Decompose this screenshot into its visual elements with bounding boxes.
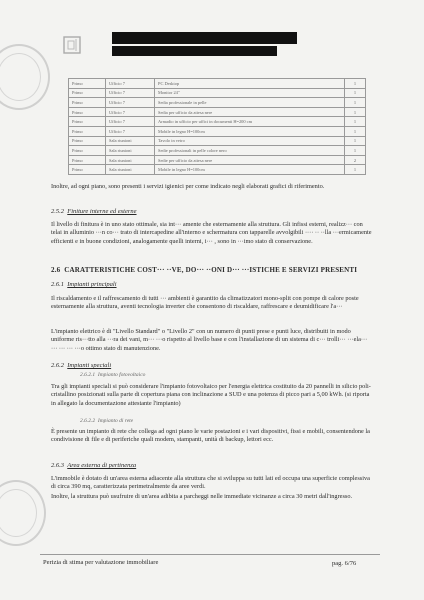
table-cell: Ufficio 7 (106, 126, 155, 136)
table-cell: Primo (69, 79, 106, 89)
table-cell: 1 (345, 136, 366, 146)
table-row (69, 136, 366, 146)
table-row (69, 98, 366, 108)
stamp-seal (0, 480, 46, 546)
table-cell: Primo (69, 88, 106, 98)
furniture-table (68, 78, 366, 175)
paragraph: Tra gli impianti speciali si può considerare l'impianto fotovoltaico per l'energia elettrica costituito da 20 pannelli in silicio poli-cristallino posizionati sulla parte di copertura piana con inclinazione a SUD e una potenza di picco pari a 5,00 kWh. (si riporta in allegato la documentazione attestante l'impianto) (51, 383, 371, 407)
table-cell: Mobile in legno H=100cm (155, 165, 345, 175)
paragraph: Inoltre, la struttura può usufruire di un'area adibita a parcheggi nelle immediate vicinanze a circa 30 metri dall'ingresso. (51, 493, 353, 500)
paragraph: Il riscaldamento e il raffrescamento di tutti ··· ambienti è garantito da climatizzatori mono-split con pompe di calore poste esternamente alla struttura, aventi tecnologia inverter che consentono di riscaldare, raffrescare e deumidificare l'a··· (51, 295, 359, 311)
table-cell: Primo (69, 117, 106, 127)
table-cell: Tavolo in vetro (155, 136, 345, 146)
footer-divider (40, 554, 380, 555)
table-cell: Primo (69, 126, 106, 136)
table-cell: Sedia per ufficio da attesa nere (155, 107, 345, 117)
table-cell: PC Desktop (155, 79, 345, 89)
table-row (69, 146, 366, 156)
table-cell: Sala riunioni (106, 136, 155, 146)
section-heading: 2.6 CARATTERISTICHE COST··· ··VE, DO··· ··ONI D··· ···ISTICHE E SERVIZI PRESENTI (51, 266, 358, 274)
redacted-block (112, 32, 297, 44)
table-cell: Monitor 24" (155, 88, 345, 98)
section-heading: 2.6.1 Impianti principali (51, 281, 117, 288)
table-cell: 1 (345, 88, 366, 98)
table-row (69, 126, 366, 136)
table-cell: Sala riunioni (106, 146, 155, 156)
table-cell: Ufficio 7 (106, 88, 155, 98)
table-row (69, 107, 366, 117)
table-cell: Ufficio 7 (106, 98, 155, 108)
table-cell: Sala riunioni (106, 165, 155, 175)
table-cell: 2 (345, 155, 366, 165)
table-row (69, 117, 366, 127)
table-cell: Ufficio 7 (106, 79, 155, 89)
building-logo-icon (60, 34, 86, 56)
paragraph: Inoltre, ad ogni piano, sono presenti i servizi igienici per come indicato negli elaborati grafici di riferimento. (51, 183, 325, 190)
table-row (69, 79, 366, 89)
table-cell: Primo (69, 107, 106, 117)
table-cell: Primo (69, 136, 106, 146)
page-number: pag. 6/76 (332, 560, 357, 567)
subsection-heading: 2.6.2.2 Impianto di rete (80, 418, 134, 424)
section-heading: 2.6.3 Area esterna di pertinenza (51, 462, 137, 469)
table-cell: Primo (69, 165, 106, 175)
table-cell: 1 (345, 79, 366, 89)
paragraph: È presente un impianto di rete che collega ad ogni piano le varie postazioni e i vari dispositivi, fissi e mobili, consentendone la condivisione di file e di periferiche quali modem, stampanti, unità di backup, lettori ecc. (51, 428, 370, 444)
table-row (69, 165, 366, 175)
table-cell: 1 (345, 107, 366, 117)
table-cell: Primo (69, 146, 106, 156)
paragraph: L'immobile è dotato di un'area esterna adiacente alla struttura che si sviluppa su tutti lati ed occupa una superficie complessiva di circa 390 mq, caratterizzata perimetralmente da aree verdi. (51, 475, 370, 491)
footer-title: Perizia di stima per valutazione immobiliare (43, 559, 159, 566)
table-cell: Sedia professionale in pelle (155, 98, 345, 108)
table-cell: 1 (345, 146, 366, 156)
table-row (69, 88, 366, 98)
redacted-block (112, 46, 277, 56)
table-cell: Primo (69, 98, 106, 108)
table-cell: Mobile in legno H=100cm (155, 126, 345, 136)
table-cell: Sedie professionali in pelle colore nero (155, 146, 345, 156)
table-cell: Ufficio 7 (106, 107, 155, 117)
paragraph: L'impianto elettrico è di "Livello Standard" o "Livello 2" con un numero di punti prese e punti luce, distribuiti in modo uniforme ris···tto alla ···ra dei vani, m··· ···o rispetto al livello base e con l'installazione di un sistema di c··· trolli··· ···ela··· ··· ··· ··· ···o ottimo stato di manutenzione. (51, 328, 368, 352)
table-cell: 1 (345, 165, 366, 175)
paragraph: Il livello di finitura è in uno stato ottimale, sia int··· amente che esternamente alla struttura. Gli infissi esterni, realizz··· con telai in alluminio ···n co··· trato di intercapedine all'interno e schermatura con tapparelle avvolgibili ···· ·· ··lla ···ermicamente efficienti e in buone condizioni, analogamente quelli interni, i··· , sono in ···imo stato di conservazione. (51, 221, 372, 245)
table-cell: 1 (345, 117, 366, 127)
table-cell: Primo (69, 155, 106, 165)
table-cell: Ufficio 7 (106, 117, 155, 127)
table-cell: Armadio in ufficio per uffici in documenti H=200 cm (155, 117, 345, 127)
table-cell: 1 (345, 126, 366, 136)
subsection-heading: 2.6.2.1 Impianto fotovoltaico (80, 372, 146, 378)
table-cell: Sedie per ufficio da attesa nere (155, 155, 345, 165)
table-cell: Sala riunioni (106, 155, 155, 165)
section-heading: 2.6.2 Impianti speciali (51, 362, 112, 369)
section-heading: 2.5.2 Finiture interne ed esterne (51, 208, 137, 215)
table-cell: 1 (345, 98, 366, 108)
table-row (69, 155, 366, 165)
stamp-seal (0, 44, 50, 110)
